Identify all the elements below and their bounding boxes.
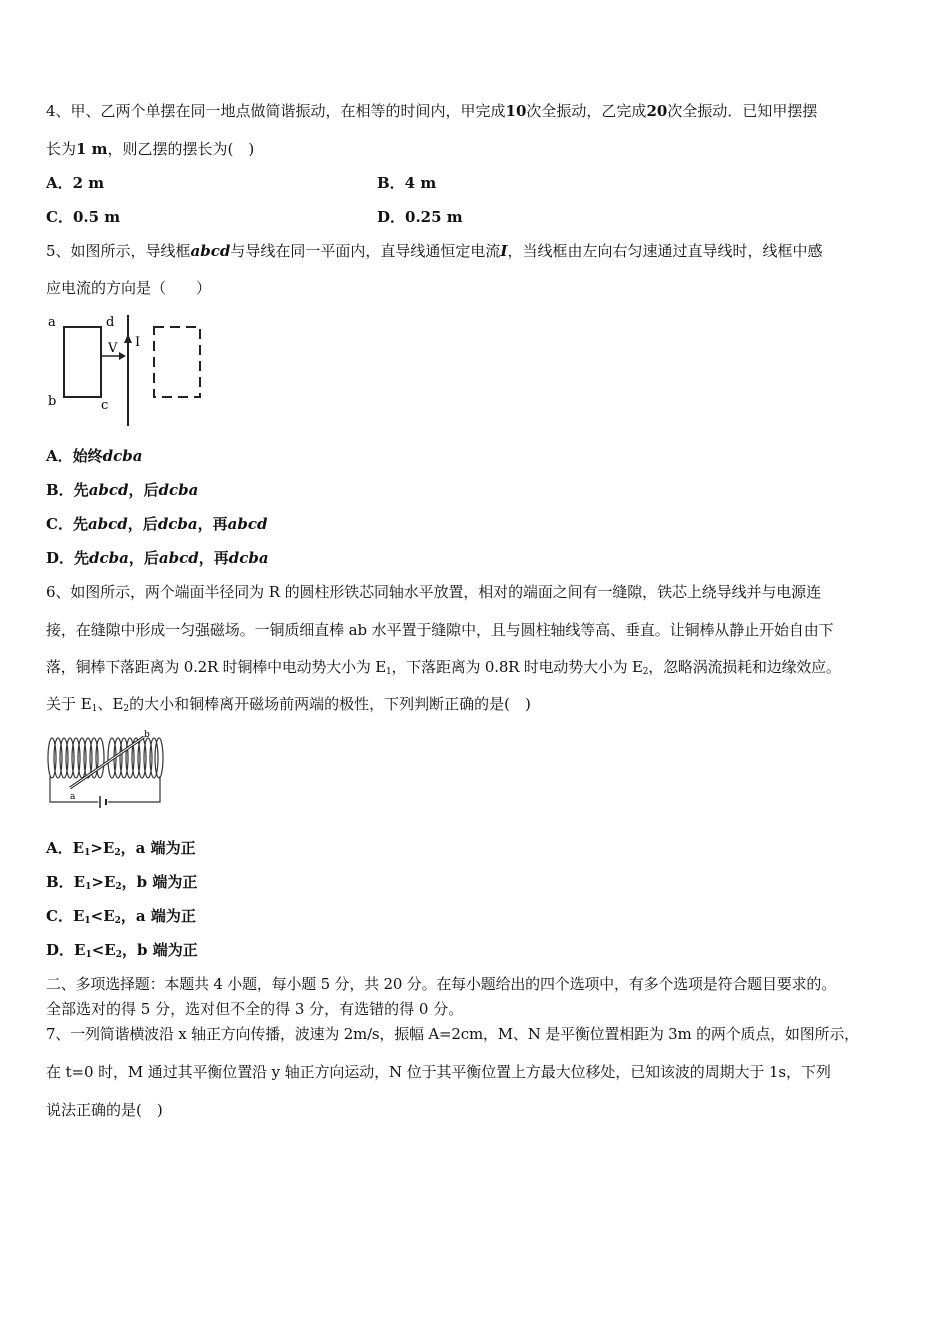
- q4-option-c: C．0.5 m: [46, 208, 121, 226]
- label-b: b: [48, 394, 57, 409]
- current-arrow-icon: [124, 334, 132, 343]
- label-d: d: [106, 315, 115, 330]
- q6-stem-line1: 6、如图所示，两个端面半径同为 R 的圆柱形铁芯同轴水平放置，相对的端面之间有一缝隙，铁芯上绕导线并与电源连: [46, 583, 821, 601]
- q5-option-d: D．先dcba，后abcd，再dcba: [46, 549, 269, 567]
- frame-abcd: [64, 327, 101, 397]
- q7-stem-line1: 7、一列简谐横波沿 x 轴正方向传播，波速为 2m/s，振幅 A=2cm，M、N 是平衡位置相距为 3m 的两个质点，如图所示，: [46, 1025, 859, 1043]
- rod-label-a: a: [70, 792, 76, 802]
- q5-wire-frame-figure: [44, 312, 214, 430]
- copper-rod-inner: [70, 737, 144, 788]
- label-v: V: [108, 341, 118, 356]
- q6-option-c: C．$E_1<E_2$，a 端为正: [46, 907, 196, 926]
- q4-option-b: B．4 m: [377, 174, 437, 192]
- circuit-wire-right: [108, 776, 160, 802]
- q6-stem-line4: 关于 $E_1$、$E_2$的大小和铜棒离开磁场前两端的极性，下列判断正确的是( ): [46, 695, 531, 714]
- q4-option-a: A．2 m: [46, 174, 105, 192]
- rod-label-b: b: [144, 730, 150, 740]
- q5-option-c: C．先abcd，后dcba，再abcd: [46, 515, 268, 533]
- label-c: c: [101, 398, 109, 413]
- q4-option-d: D．0.25 m: [377, 208, 463, 226]
- q7-stem-line3: 说法正确的是( ): [46, 1101, 163, 1119]
- q6-stem-line2: 接，在缝隙中形成一匀强磁场。一铜质细直棒 ab 水平置于缝隙中，且与圆柱轴线等高、垂直。让铜棒从静止开始自由下: [46, 621, 834, 639]
- label-a: a: [48, 315, 56, 330]
- q6-option-b: B．$E_1>E_2$，b 端为正: [46, 873, 198, 892]
- q6-option-d: D．$E_1<E_2$，b 端为正: [46, 941, 198, 960]
- q6-stem-line3: 落，铜棒下落距离为 0.2R 时铜棒中电动势大小为 $E_1$，下落距离为 0.8R 时电动势大小为 $E_2$，忽略涡流损耗和边缘效应。: [46, 658, 841, 677]
- velocity-arrowhead-icon: [119, 352, 126, 360]
- label-i: I: [135, 335, 141, 350]
- q5-stem-line1: 5、如图所示，导线框abcd与导线在同一平面内，直导线通恒定电流I，当线框由左向右匀速通过直导线时，线框中感: [46, 242, 823, 260]
- section2-heading-line2: 全部选对的得 5 分，选对但不全的得 3 分，有选错的得 0 分。: [46, 1000, 464, 1018]
- frame-dashed: [154, 327, 200, 397]
- section2-heading-line1: 二、多项选择题：本题共 4 小题，每小题 5 分，共 20 分。在每小题给出的四个选项中，有多个选项是符合题目要求的。: [46, 975, 836, 993]
- q7-stem-line2: 在 t=0 时，M 通过其平衡位置沿 y 轴正方向运动，N 位于其平衡位置上方最大位移处，已知该波的周期大于 1s，下列: [46, 1063, 831, 1081]
- q5-stem-line2: 应电流的方向是（ ）: [46, 279, 212, 297]
- q6-iron-core-figure: [46, 730, 166, 808]
- q4-stem-line1: 4、甲、乙两个单摆在同一地点做简谐振动，在相等的时间内，甲完成10次全振动，乙完成20次全振动．已知甲摆摆: [46, 102, 818, 120]
- q6-option-a: A．$E_1>E_2$，a 端为正: [46, 839, 196, 858]
- q4-stem-line2: 长为1 m，则乙摆的摆长为( ): [46, 140, 255, 158]
- q5-option-b: B．先abcd，后dcba: [46, 481, 199, 499]
- q5-option-a: A．始终dcba: [46, 447, 143, 465]
